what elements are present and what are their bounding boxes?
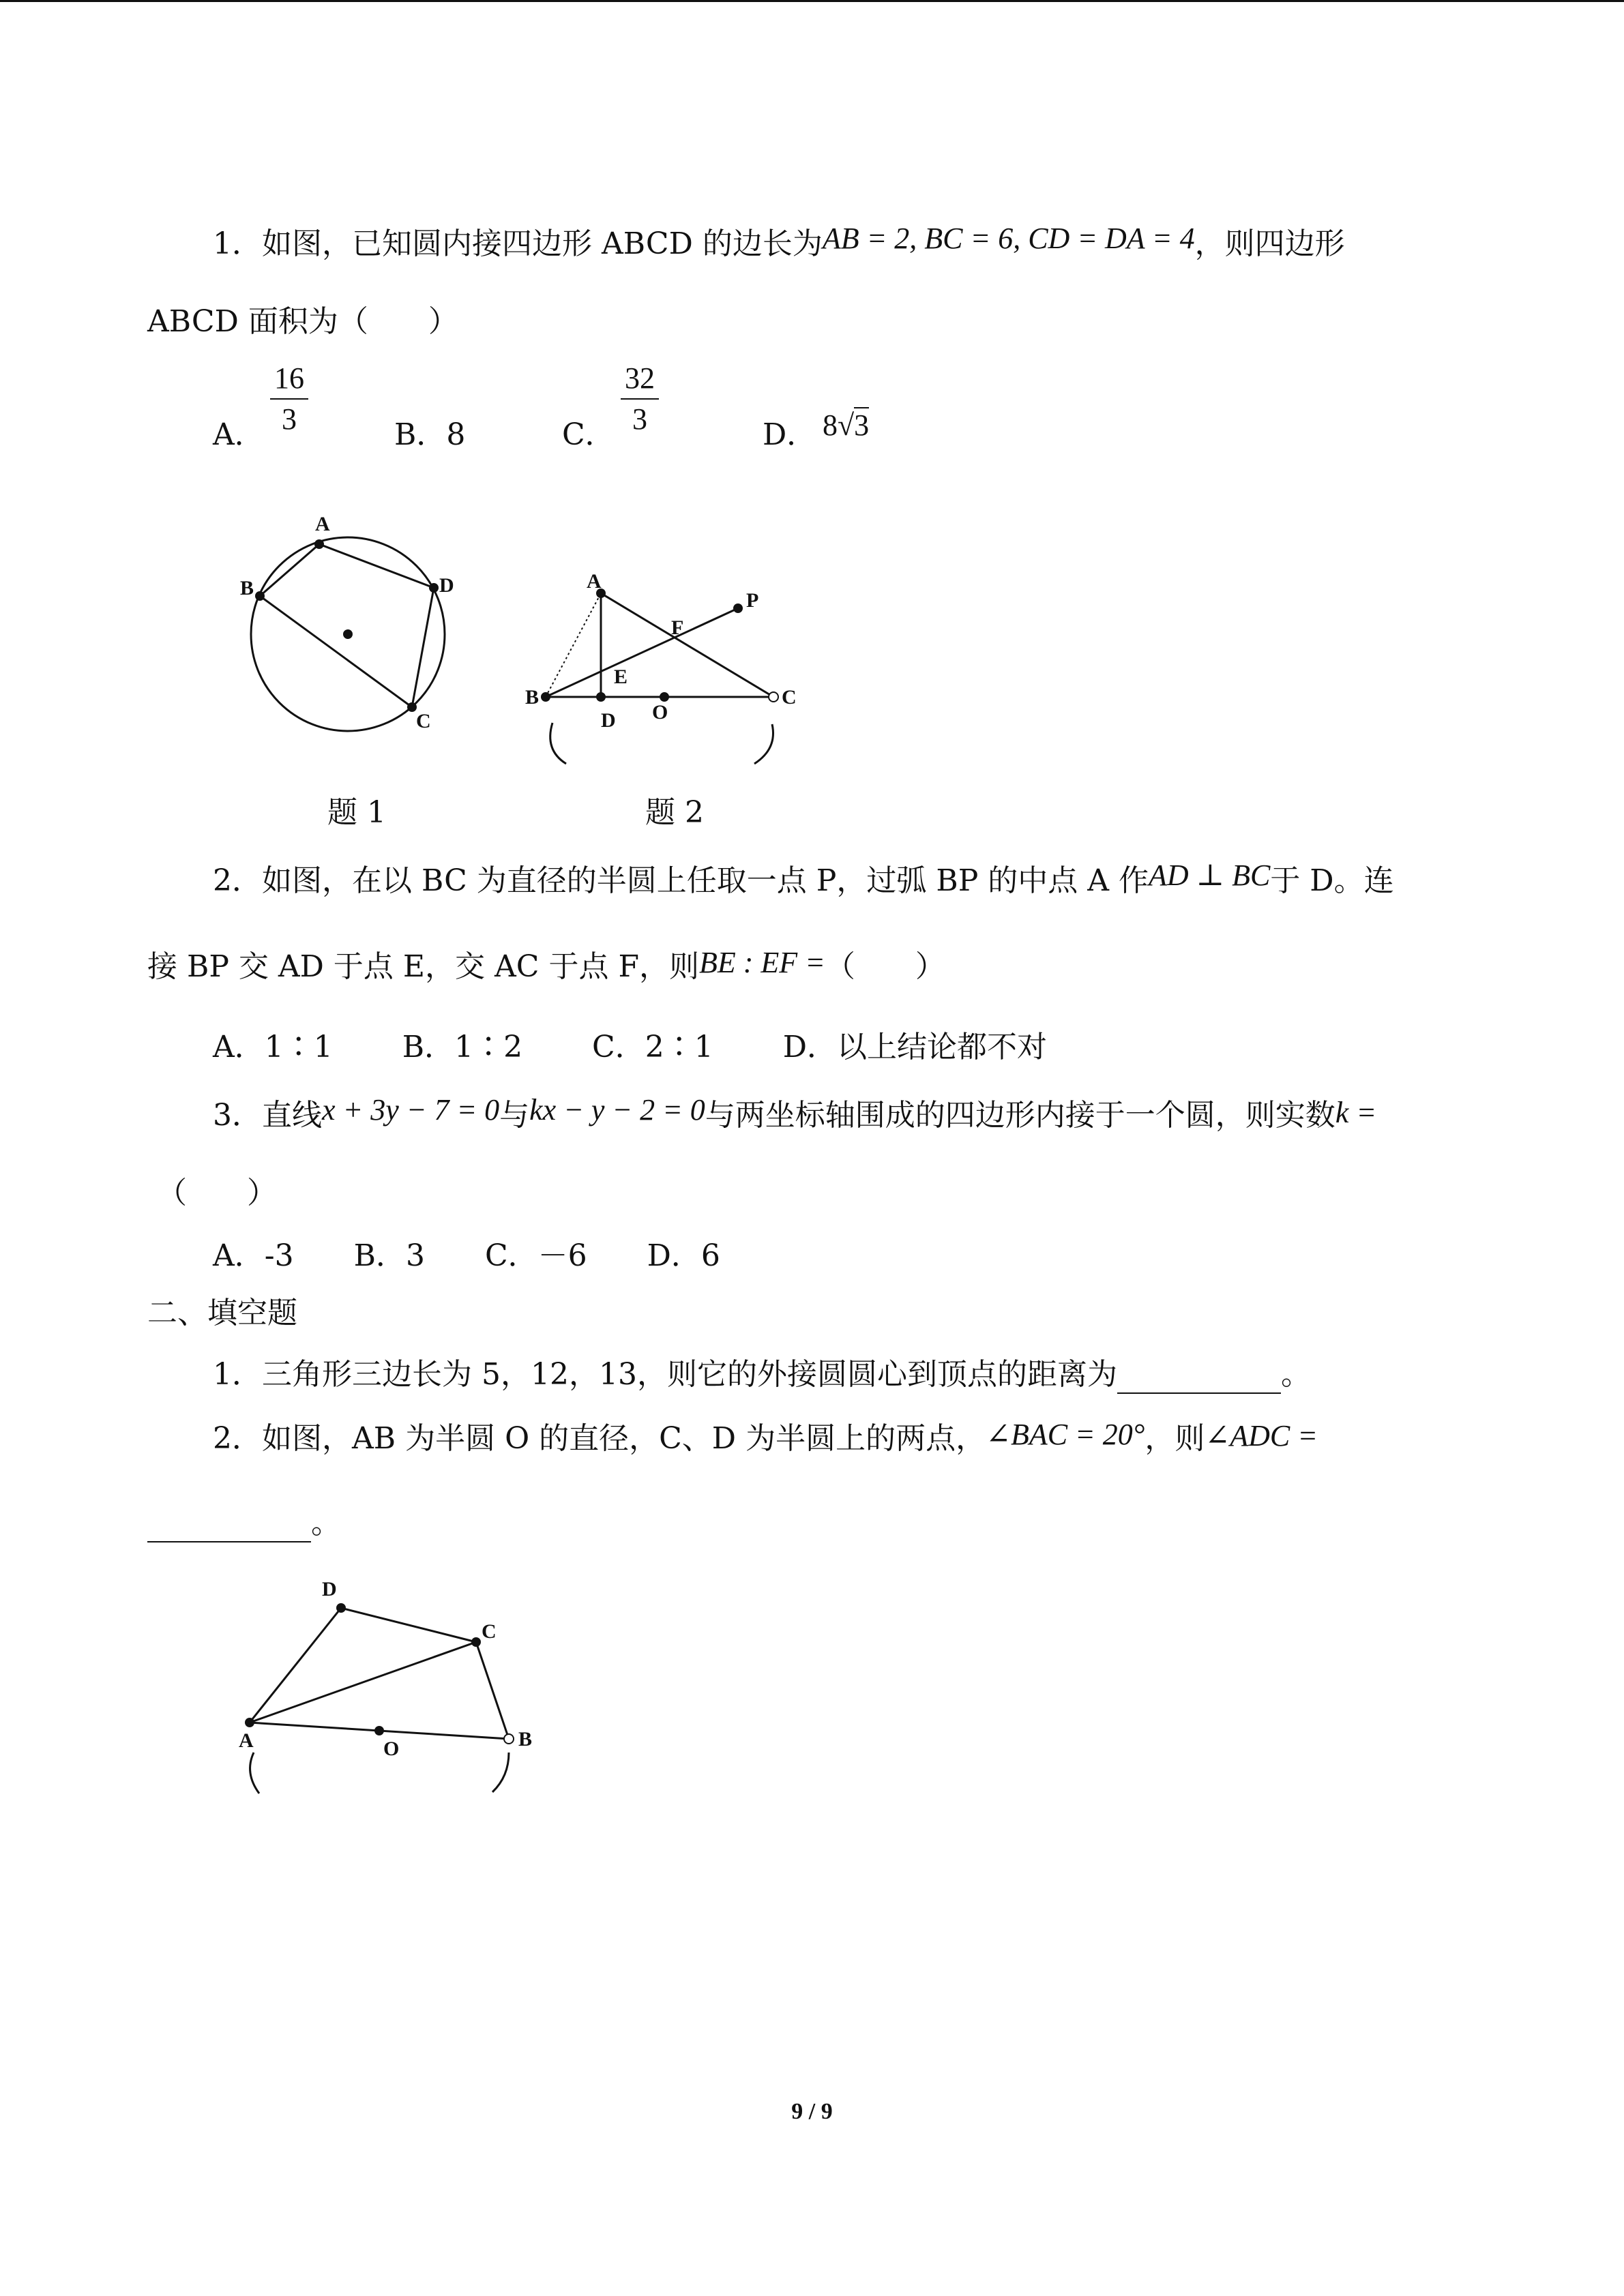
q1-option-a-label: A． [213,417,265,452]
point-b [504,1734,514,1744]
fraction-bar [270,398,308,400]
semicircle-arc-right [754,724,773,764]
point-a [245,1718,254,1727]
label-o: O [652,701,668,724]
fill-q2-blank[interactable] [147,1514,311,1542]
fraction-numerator: 16 [274,361,304,395]
q3-k-math: k = [1335,1096,1377,1129]
sqrt-sign: √ [838,408,855,442]
q1-option-a-fraction [270,361,308,436]
q1-option-d-value [823,406,869,445]
fill-q1-blank[interactable] [1117,1365,1281,1394]
fill-q2-answer [147,1504,341,1542]
figure-1 [225,505,471,757]
fill-q2-answer-math: ∠ADC = [1205,1419,1318,1452]
label-b: B [525,686,540,709]
q1-option-c-fraction [621,361,659,436]
label-d: D [439,574,454,597]
q2-suffix: 于 D。连 [1270,863,1394,898]
fraction-bar [621,398,659,400]
figure-1-caption: 题 1 [327,795,386,830]
figure-2-caption: 题 2 [645,795,704,830]
label-a: A [239,1729,254,1752]
segment-ab-dotted [546,593,601,697]
label-o: O [383,1738,400,1760]
q1-line2: ABCD 面积为（ ） [147,304,458,339]
q3-line1 [213,1093,1377,1135]
label-c: C [416,710,431,732]
q2-math: AD ⊥ BC [1149,859,1271,892]
fraction-denominator: 3 [282,402,297,436]
point-o [374,1726,384,1735]
q3-text-2: 与两坐标轴围成的四边形内接于一个圆，则实数 [705,1098,1335,1133]
label-d: D [322,1578,337,1600]
fraction-numerator: 32 [625,361,655,395]
q2-line1 [213,859,1394,900]
point-c [769,692,778,702]
fill-q2-angle-math: ∠BAC = 20° [986,1418,1145,1451]
q1-math: AB = 2, BC = 6, CD = DA = 4 [822,222,1195,255]
q3-text: 3．直线 [213,1098,322,1133]
label-a: A [315,513,330,535]
q2-line2-text: 接 BP 交 AD 于点 E，交 AC 于点 F，则 [147,949,699,984]
q2-ratio-math: BE : EF = [698,946,825,979]
label-c: C [782,686,797,709]
q3-line-eq-2: kx − y − 2 = 0 [529,1093,705,1127]
figure-2 [518,573,818,771]
top-rule [0,0,1624,2]
q1-option-b: B．8 [394,417,466,452]
fill-q2 [213,1420,1318,1458]
quadrilateral-abcd [260,544,434,707]
q2-line2 [147,948,945,986]
fill-q2-mid: ，则 [1145,1421,1205,1456]
label-b: B [240,577,254,599]
segment-ac [250,1642,476,1723]
label-b: B [518,1728,533,1750]
point-o [660,692,669,702]
semicircle-arc [550,723,566,764]
circle-center [343,629,353,639]
q1-option-d-label: D． [763,417,817,452]
fraction-denominator: 3 [632,402,647,436]
point-c [471,1637,481,1647]
label-f: F [671,616,684,639]
point-d [596,692,606,702]
semicircle-arc-right [492,1753,509,1792]
q2-answer-paren: （ ） [825,949,945,984]
q3-line-eq-1: x + 3y − 7 = 0 [322,1093,500,1127]
q3-options: A．-3 B．3 C．－6 D．6 [213,1238,720,1273]
q1-line1 [213,222,1345,263]
fill-q1-text: 1．三角形三边长为 5，12，13，则它的外接圆圆心到顶点的距离为 [213,1357,1117,1392]
fill-q1 [213,1356,1311,1394]
point-d [336,1603,346,1613]
semicircle-arc-left [250,1753,259,1793]
section-title: 二、填空题 [147,1296,297,1330]
figure-3 [225,1568,566,1800]
radical-coefficient: 8 [823,408,838,442]
segment-dc [341,1608,476,1642]
q3-line2: （ ） [157,1176,277,1210]
label-e: E [614,666,628,688]
q1-suffix: ，则四边形 [1194,226,1345,261]
fill-q2-text: 2．如图，AB 为半圆 O 的直径，C、D 为半圆上的两点， [213,1421,986,1456]
vertex-c [407,702,417,712]
label-p: P [746,589,759,612]
fill-q2-end: 。 [311,1506,341,1540]
label-c: C [482,1620,497,1643]
q2-text: 2．如图，在以 BC 为直径的半圆上任取一点 P，过弧 BP 的中点 A 作 [213,863,1149,898]
vertex-b [255,591,265,601]
label-d: D [601,709,616,732]
radicand: 3 [854,408,870,442]
point-p [733,603,743,613]
point-b [541,692,550,702]
q2-options: A．1∶1 B．1∶2 C．2∶1 D．以上结论都不对 [213,1030,1047,1064]
segment-cb [476,1642,509,1739]
q1-option-c-label: C． [562,417,615,452]
q3-conj: 与 [499,1098,530,1133]
label-a: A [587,573,602,593]
q1-text: 1．如图，已知圆内接四边形 ABCD 的边长为 [213,226,823,261]
page-number: 9 / 9 [791,2099,833,2124]
vertex-a [314,539,324,549]
vertex-d [429,583,439,593]
fill-q1-end: 。 [1280,1357,1311,1392]
segment-bp [546,608,738,697]
